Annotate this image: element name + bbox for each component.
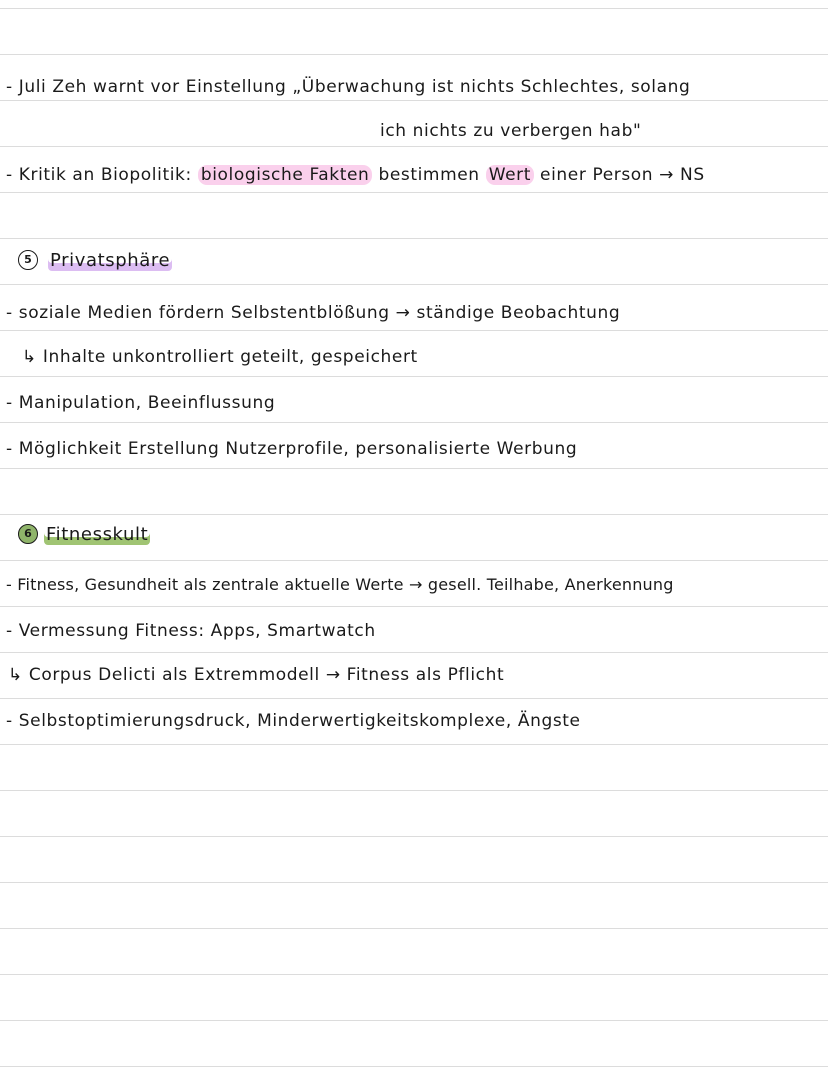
rule-line [0, 1066, 828, 1067]
section-heading-privacy [48, 250, 172, 272]
note-line: - Manipulation, Beeinflussung [6, 393, 276, 413]
rule-line [0, 790, 828, 791]
rule-line [0, 974, 828, 975]
rule-line [0, 8, 828, 9]
rule-line [0, 652, 828, 653]
section-title: Fitnesskult [46, 524, 149, 545]
note-line: - Selbstoptimierungsdruck, Minderwertigkeitskomplexe, Ängste [6, 711, 581, 731]
note-line: - soziale Medien fördern Selbstentblößung → ständige Beobachtung [6, 303, 621, 323]
critique-suffix: einer Person → NS [540, 165, 705, 185]
section-heading-fitness [44, 524, 150, 546]
rule-line [0, 744, 828, 745]
critique-prefix: - Kritik an Biopolitik: [6, 165, 192, 185]
note-line: - Fitness, Gesundheit als zentrale aktuelle Werte → gesell. Teilhabe, Anerkennung [6, 575, 674, 594]
note-line: - Vermessung Fitness: Apps, Smartwatch [6, 621, 376, 641]
note-line: ↳ Corpus Delicti als Extremmodell → Fitness als Pflicht [8, 665, 505, 685]
note-line-biopolitics [6, 164, 705, 186]
section-number-badge: 6 [18, 524, 38, 544]
note-line-surveillance: - Juli Zeh warnt vor Einstellung „Überwachung ist nichts Schlechtes, solang [6, 77, 691, 97]
rule-line [0, 468, 828, 469]
section-title: Privatsphäre [50, 250, 171, 271]
note-line: ↳ Inhalte unkontrolliert geteilt, gespeichert [22, 347, 418, 367]
rule-line [0, 238, 828, 239]
rule-line [0, 882, 828, 883]
rule-line [0, 560, 828, 561]
rule-line [0, 376, 828, 377]
rule-line [0, 284, 828, 285]
highlight-biological-facts: biologische Fakten [198, 165, 373, 185]
rule-line [0, 606, 828, 607]
rule-line [0, 330, 828, 331]
rule-line [0, 1020, 828, 1021]
rule-line [0, 836, 828, 837]
rule-line [0, 146, 828, 147]
critique-middle: bestimmen [378, 165, 480, 185]
section-number-badge: 5 [18, 250, 38, 270]
rule-line [0, 192, 828, 193]
rule-line [0, 100, 828, 101]
rule-line [0, 514, 828, 515]
note-line: - Möglichkeit Erstellung Nutzerprofile, personalisierte Werbung [6, 439, 578, 459]
rule-line [0, 54, 828, 55]
note-line-surveillance-cont: ich nichts zu verbergen hab" [380, 121, 642, 141]
rule-line [0, 928, 828, 929]
rule-line [0, 422, 828, 423]
highlight-value: Wert [486, 165, 534, 185]
rule-line [0, 698, 828, 699]
